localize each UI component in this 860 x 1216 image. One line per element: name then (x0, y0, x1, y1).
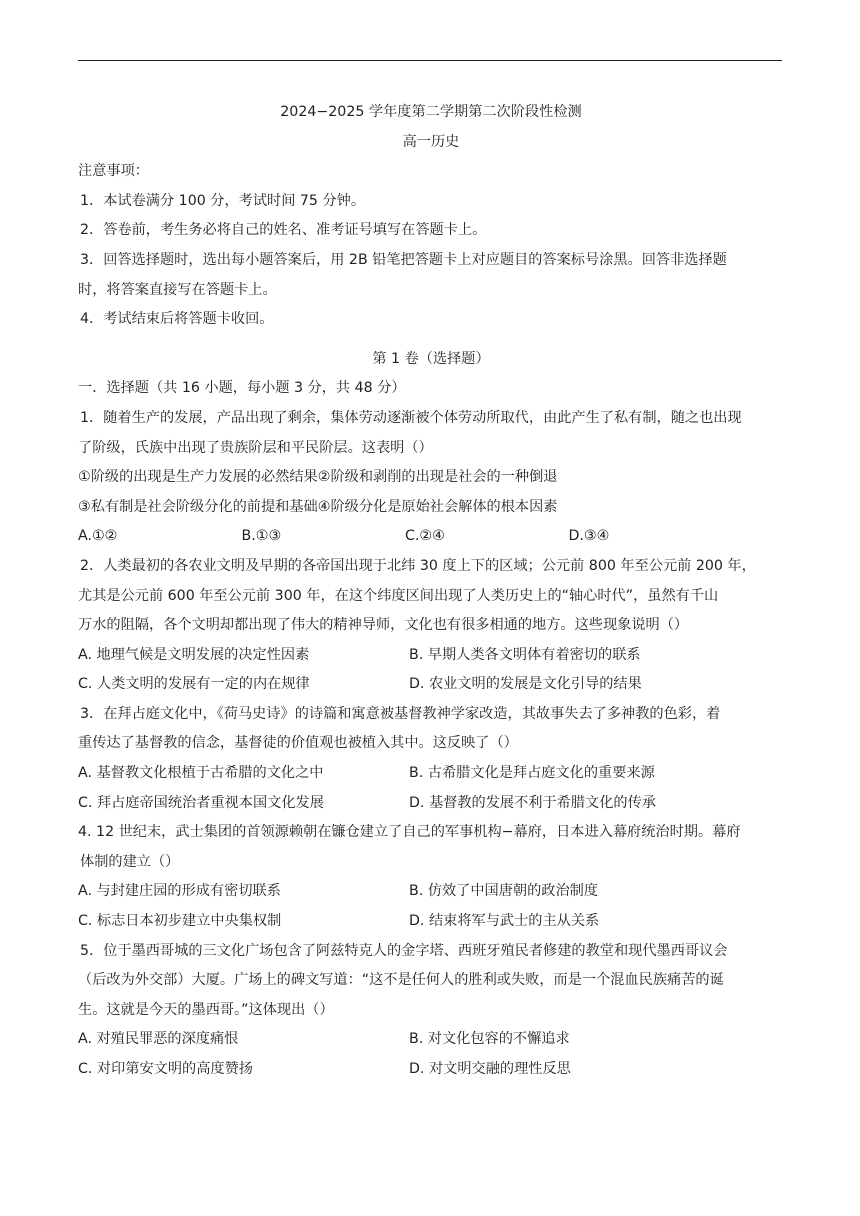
section-heading: 一．选择题（共 16 小题，每小题 3 分，共 48 分） (78, 380, 406, 397)
option-d: D. 农业文明的发展是文化引导的结果 (409, 676, 642, 693)
option-a: A. 对殖民罪恶的深度痛恨 (78, 1031, 239, 1048)
question-options (78, 759, 784, 789)
question-stem: 1．随着生产的发展，产品出现了剩余，集体劳动逐渐被个体劳动所取代，由此产生了私有制，随之也出现 (80, 409, 742, 426)
option-c: C. 标志日本初步建立中央集权制 (78, 913, 282, 930)
note-item: 1．本试卷满分 100 分，考试时间 75 分钟。 (80, 192, 366, 209)
note-item: 3．回答选择题时，选出每小题答案后，用 2B 铅笔把答题卡上对应题目的答案标号涂黑。回答非选择题 (80, 251, 727, 268)
option-d: D. 对文明交融的理性反思 (409, 1061, 571, 1077)
question-options (78, 522, 784, 552)
note-item: 2．答卷前，考生务必将自己的姓名、准考证号填写在答题卡上。 (80, 222, 487, 239)
question-stem: 2．人类最初的各农业文明及早期的各帝国出现于北纬 30 度上下的区域；公元前 800 年至公元前 200 年， (80, 557, 756, 574)
option-b: B. 仿效了中国唐朝的政治制度 (409, 883, 599, 900)
question-options (78, 670, 784, 700)
section-title: 第 1 卷（选择题） (372, 350, 490, 367)
question-stem: 生。这就是今天的墨西哥。”这体现出（） (78, 1001, 334, 1018)
note-item-continued: 时，将答案直接写在答题卡上。 (78, 281, 277, 298)
question-statement: ③私有制是社会阶级分化的前提和基础④阶级分化是原始社会解体的根本因素 (78, 498, 558, 515)
header-rule (78, 60, 782, 61)
option-c: C.②④ (405, 528, 445, 545)
option-a: A. 与封建庄园的形成有密切联系 (78, 883, 281, 900)
question-options (78, 789, 784, 819)
option-d: D. 结束将军与武士的主从关系 (409, 913, 600, 930)
question-2 (78, 552, 784, 700)
question-stem: 重传达了基督教的信念，基督徒的价值观也被植入其中。这反映了（） (78, 735, 518, 752)
question-stem: 了阶级，氏族中出现了贵族阶层和平民阶层。这表明（） (78, 439, 433, 456)
option-d: D. 基督教的发展不利于希腊文化的传承 (409, 794, 656, 811)
question-options (78, 641, 784, 671)
option-b: B.①③ (241, 528, 282, 545)
question-3 (78, 700, 784, 818)
notes-heading: 注意事项： (78, 163, 149, 180)
question-stem: 4. 12 世纪末，武士集团的首领源赖朝在镰仓建立了自己的军事机构−幕府，日本进入幕府统治时期。幕府 (78, 824, 741, 841)
option-a: A. 基督教文化根植于古希腊的文化之中 (78, 765, 324, 782)
question-4 (78, 818, 784, 936)
option-a: A.①② (78, 528, 118, 545)
option-a: A. 地理气候是文明发展的决定性因素 (78, 646, 310, 663)
question-stem: 万水的阻隔，各个文明却都出现了伟大的精神导师，文化也有很多相通的地方。这些现象说明（） (78, 617, 689, 634)
option-d: D.③④ (568, 528, 610, 545)
option-c: C. 拜占庭帝国统治者重视本国文化发展 (78, 794, 324, 811)
question-5 (78, 937, 784, 1085)
option-b: B. 对文化包容的不懈追求 (409, 1031, 570, 1048)
option-c: C. 人类文明的发展有一定的内在规律 (78, 676, 310, 693)
option-b: B. 早期人类各文明体有着密切的联系 (409, 646, 641, 663)
question-options (78, 877, 784, 907)
exam-content (78, 98, 784, 1085)
exam-subject: 高一历史 (402, 133, 460, 150)
exam-title: 2024−2025 学年度第二学期第二次阶段性检测 (280, 104, 582, 120)
question-1 (78, 404, 784, 552)
question-stem: （后改为外交部）大厦。广场上的碑文写道：“这不是任何人的胜利或失败，而是一个混血民族痛苦的诞 (78, 972, 724, 989)
option-c: C. 对印第安文明的高度赞扬 (78, 1061, 253, 1077)
question-statement: ①阶级的出现是生产力发展的必然结果②阶级和剥削的出现是社会的一种倒退 (78, 469, 558, 486)
question-stem: 尤其是公元前 600 年至公元前 300 年，在这个纬度区间出现了人类历史上的“轴心时代”，虽然有千山 (78, 587, 719, 604)
question-stem: 5．位于墨西哥城的三文化广场包含了阿兹特克人的金字塔、西班牙殖民者修建的教堂和现代墨西哥议会 (80, 942, 728, 959)
question-stem: 3．在拜占庭文化中，《荷马史诗》的诗篇和寓意被基督教神学家改造，其故事失去了多神教的色彩，着 (80, 705, 721, 722)
option-b: B. 古希腊文化是拜占庭文化的重要来源 (409, 765, 655, 782)
question-options (78, 907, 784, 937)
question-options (78, 1025, 784, 1055)
question-options (78, 1055, 784, 1085)
question-stem: 体制的建立（） (80, 853, 180, 870)
note-item: 4．考试结束后将答题卡收回。 (80, 311, 274, 328)
